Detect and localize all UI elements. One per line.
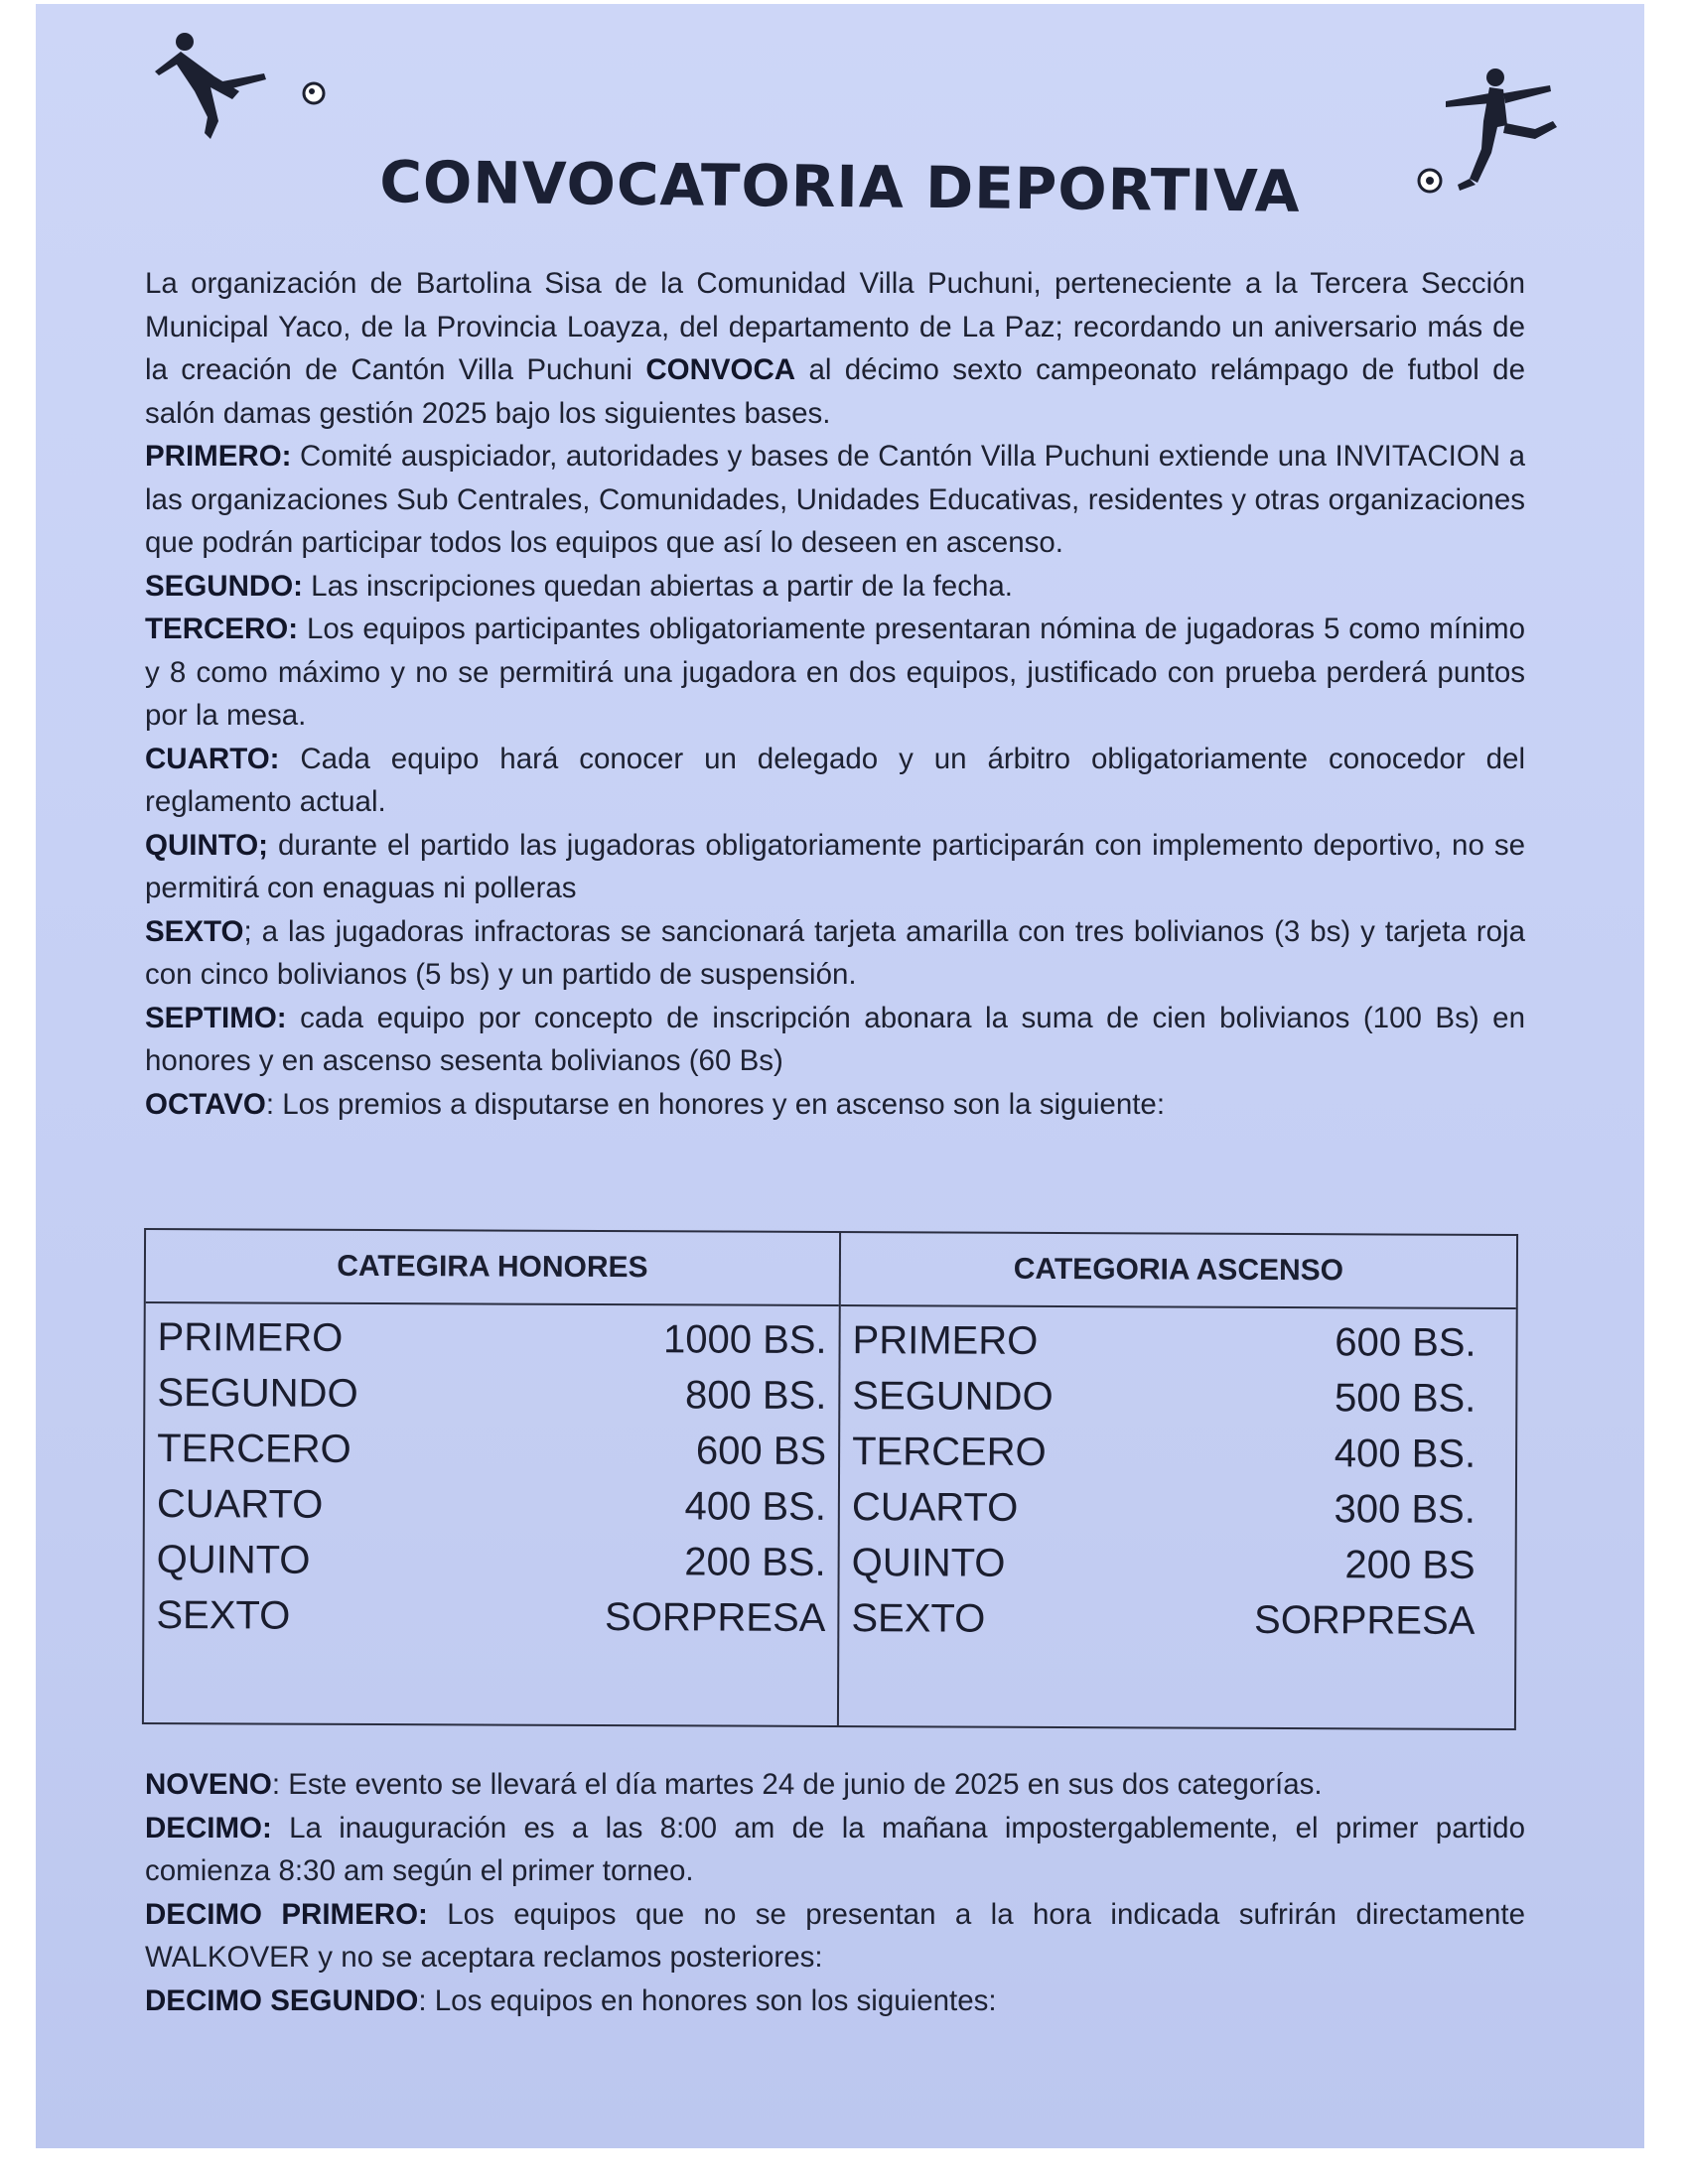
ascenso-column (839, 1233, 1516, 1728)
clause-noveno: NOVENO: Este evento se llevará el día martes 24 de junio de 2025 en sus dos categorías. (145, 1768, 1323, 1801)
table-row: PRIMERO 600 BS. (852, 1318, 1477, 1365)
body-text (145, 262, 1525, 1126)
table-row: PRIMERO 1000 BS. (157, 1315, 827, 1362)
clause-decimo: DECIMO: La inauguración es a las 8:00 am de la mañana impostergablemente, el primer partido comienza 8:30 am según el primer torneo. (145, 1811, 1525, 1887)
table-row: TERCERO 600 BS (157, 1427, 827, 1473)
clause-decimo-primero: DECIMO PRIMERO: Los equipos que no se presentan a la hora indicada sufrirán directamente WALKOVER y no se aceptara reclamos posteriores: (145, 1897, 1525, 1974)
clause-tercero: TERCERO: Los equipos participantes obligatoriamente presentaran nómina de jugadoras 5 como mínimo y 8 como máximo y no se permitirá una jugadora en dos equipos, justificado con prueba perderá puntos por la mesa. (145, 613, 1525, 732)
table-row: SEGUNDO 500 BS. (852, 1374, 1477, 1421)
clause-decimo-segundo: DECIMO SEGUNDO: Los equipos en honores son los siguientes: (145, 1983, 997, 2017)
clause-primero: PRIMERO: Comité auspiciador, autoridades y bases de Cantón Villa Puchuni extiende una INVITACION a las organizaciones Sub Centrales, Comunidades, Unidades Educativas, residentes y otras organizaciones que podrán participar todos los equipos que así lo deseen en ascenso. (145, 440, 1525, 559)
table-row: SEGUNDO 800 BS. (157, 1371, 827, 1418)
clause-segundo: SEGUNDO: Las inscripciones quedan abiertas a partir de la fecha. (145, 569, 1013, 603)
clause-quinto: QUINTO; durante el partido las jugadoras obligatoriamente participarán con implemento deportivo, no se permitirá con enaguas ni polleras (145, 828, 1525, 904)
table-row: CUARTO 400 BS. (156, 1482, 826, 1529)
clause-septimo: SEPTIMO: cada equipo por concepto de inscripción abonara la suma de cien bolivianos (100 Bs) en honores y en ascenso sesenta bolivianos (60 Bs) (145, 1001, 1525, 1077)
table-row: SEXTO SORPRESA (156, 1593, 826, 1640)
clause-cuarto: CUARTO: Cada equipo hará conocer un delegado y un árbitro obligatoriamente conocedor del reglamento actual. (145, 742, 1525, 818)
closing-text (145, 1763, 1525, 2022)
table-row: TERCERO 400 BS. (852, 1430, 1477, 1476)
clause-sexto: SEXTO; a las jugadoras infractoras se sancionará tarjeta amarilla con tres bolivianos (3 bs) y tarjeta roja con cinco bolivianos (5 bs) y un partido de suspensión. (145, 914, 1525, 991)
table-row: QUINTO 200 BS (851, 1541, 1476, 1587)
clause-octavo: OCTAVO: Los premios a disputarse en honores y en ascenso son la siguiente: (145, 1087, 1166, 1121)
table-row: CUARTO 300 BS. (851, 1485, 1476, 1532)
intro-paragraph: La organización de Bartolina Sisa de la Comunidad Villa Puchuni, perteneciente a la Tercera Sección Municipal Yaco, de la Provincia Loayza, del departamento de La Paz; recordando un aniversario más de la creación de Cantón Villa Puchuni CONVOCA al décimo sexto campeonato relámpago de futbol de salón damas gestión 2025 bajo los siguientes bases. (145, 267, 1525, 430)
table-row: SEXTO SORPRESA (851, 1596, 1476, 1643)
table-row: QUINTO 200 BS. (156, 1538, 826, 1584)
honores-header: CATEGIRA HONORES (146, 1230, 839, 1306)
page-title: CONVOCATORIA DEPORTIVA (378, 148, 1302, 225)
ascenso-header: CATEGORIA ASCENSO (841, 1233, 1516, 1309)
prize-table (142, 1228, 1518, 1730)
honores-column (144, 1230, 841, 1725)
paper-sheet (36, 4, 1644, 2148)
